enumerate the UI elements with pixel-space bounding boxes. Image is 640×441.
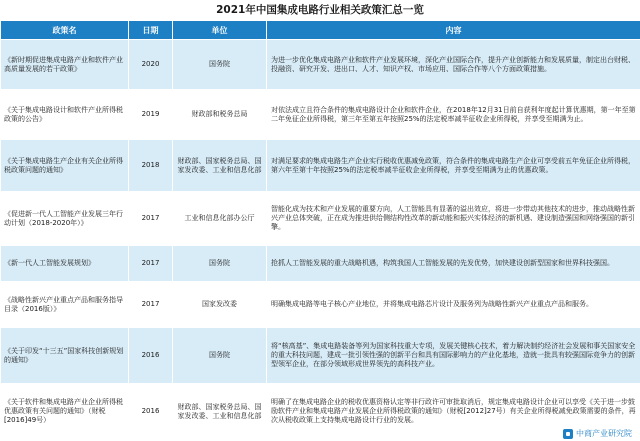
policy-content-cell: 抢抓人工智能发展的重大战略机遇，构筑我国人工智能发展的先发优势，加快建设创新型国家和世界科技强国。 [267,246,640,282]
table-row [1,140,640,192]
table-row [1,328,640,384]
column-header-unit: 单位 [173,21,267,40]
policy-unit-cell: 财政部和税务总局 [173,90,267,140]
policy-unit-cell: 工业和信息化部办公厅 [173,192,267,246]
column-header-name: 政策名 [1,21,129,40]
policy-year-cell: 2016 [129,384,173,440]
policy-year-cell: 2019 [129,90,173,140]
policy-content-cell: 智能化成为技术和产业发展的重要方向，人工智能具有显著的溢出效应，将进一步带动其他技术的进步，推动战略性新兴产业总体突破，正在成为推进供给侧结构性改革的新动能和振兴实体经济的新机遇、建设制造强国和网络强国的新引擎。 [267,192,640,246]
policy-unit-cell: 财政部、国家税务总局、国家发改委、工业和信息化部 [173,384,267,440]
policy-content-cell: 将“核高基”、集成电路装备等列为国家科技重大专项，发展关键核心技术，着力解决制约经济社会发展和事关国家安全的重大科技问题，建成一批引领性强的创新平台和具有国际影响力的产业化基地，造就一批具有较强国际竞争力的创新型领军企业，在部分领域形成世界领先的高科技产业。 [267,328,640,384]
table-row [1,282,640,328]
table-row [1,40,640,90]
policy-year-cell: 2018 [129,140,173,192]
column-header-date: 日期 [129,21,173,40]
policy-name-cell: 《关于集成电路设计和软件产业所得税政策的公告》 [1,90,129,140]
policy-name-cell: 《新一代人工智能发展规划》 [1,246,129,282]
policy-name-cell: 《关于集成电路生产企业有关企业所得税政策问题的通知》 [1,140,129,192]
table-row [1,384,640,440]
brand-logo-icon [563,429,573,439]
table-row [1,246,640,282]
table-row [1,90,640,140]
policy-name-cell: 《关于软件和集成电路产业企业所得税优惠政策有关问题的通知》（财税[2016]49号） [1,384,129,440]
policy-content-cell: 明确集成电路等电子核心产业地位，并将集成电路芯片设计及服务列为战略性新兴产业重点产品和服务。 [267,282,640,328]
policy-year-cell: 2016 [129,328,173,384]
policy-name-cell: 《关于印发“十三五”国家科技创新规划的通知》 [1,328,129,384]
policy-year-cell: 2017 [129,246,173,282]
policy-year-cell: 2020 [129,40,173,90]
table-row [1,192,640,246]
policy-year-cell: 2017 [129,192,173,246]
policy-name-cell: 《新时期促进集成电路产业和软件产业高质量发展的若干政策》 [1,40,129,90]
source-footer [561,428,634,439]
policy-name-cell: 《促进新一代人工智能产业发展三年行动计划（2018-2020年）》 [1,192,129,246]
page-title: 2021年中国集成电路行业相关政策汇总一览 [216,4,424,16]
policy-year-cell: 2017 [129,282,173,328]
policy-unit-cell: 国务院 [173,328,267,384]
source-label: 中商产业研究院 [576,429,632,438]
policy-table [0,20,640,440]
table-header-row [1,21,640,40]
policy-name-cell: 《战略性新兴产业重点产品和服务指导目录（2016版）》 [1,282,129,328]
policy-content-cell: 对满足要求的集成电路生产企业实行税收优惠减免政策，符合条件的集成电路生产企业可享受前五年免征企业所得税，第六年至第十年按照25%的法定税率减半征收企业所得税，并享受至期满为止的优惠政策。 [267,140,640,192]
column-header-content: 内容 [267,21,640,40]
policy-unit-cell: 国务院 [173,40,267,90]
policy-content-cell: 对依法成立且符合条件的集成电路设计企业和软件企业，在2018年12月31日前自获利年度起计算优惠期，第一年至第二年免征企业所得税，第三年至第五年按照25%的法定税率减半征收企业所得税，并享受至期满为止。 [267,90,640,140]
policy-unit-cell: 国家发改委 [173,282,267,328]
policy-unit-cell: 财政部、国家税务总局、国家发改委、工业和信息化部 [173,140,267,192]
policy-content-cell: 为进一步优化集成电路产业和软件产业发展环境，深化产业国际合作，提升产业创新能力和发展质量，制定出台财税、投融资、研究开发、进出口、人才、知识产权、市场应用、国际合作等八个方面政策措施。 [267,40,640,90]
policy-content-cell: 明确了在集成电路企业的税收优惠资格认定等非行政许可审批取消后，规定集成电路设计企业可以享受《关于进一步鼓励软件产业和集成电路产业发展企业所得税政策的通知》（财税[2012]27号）有关企业所得税减免政策需要的条件，再次从税收政策上支持集成电路设计行业的发展。 [267,384,640,440]
policy-unit-cell: 国务院 [173,246,267,282]
